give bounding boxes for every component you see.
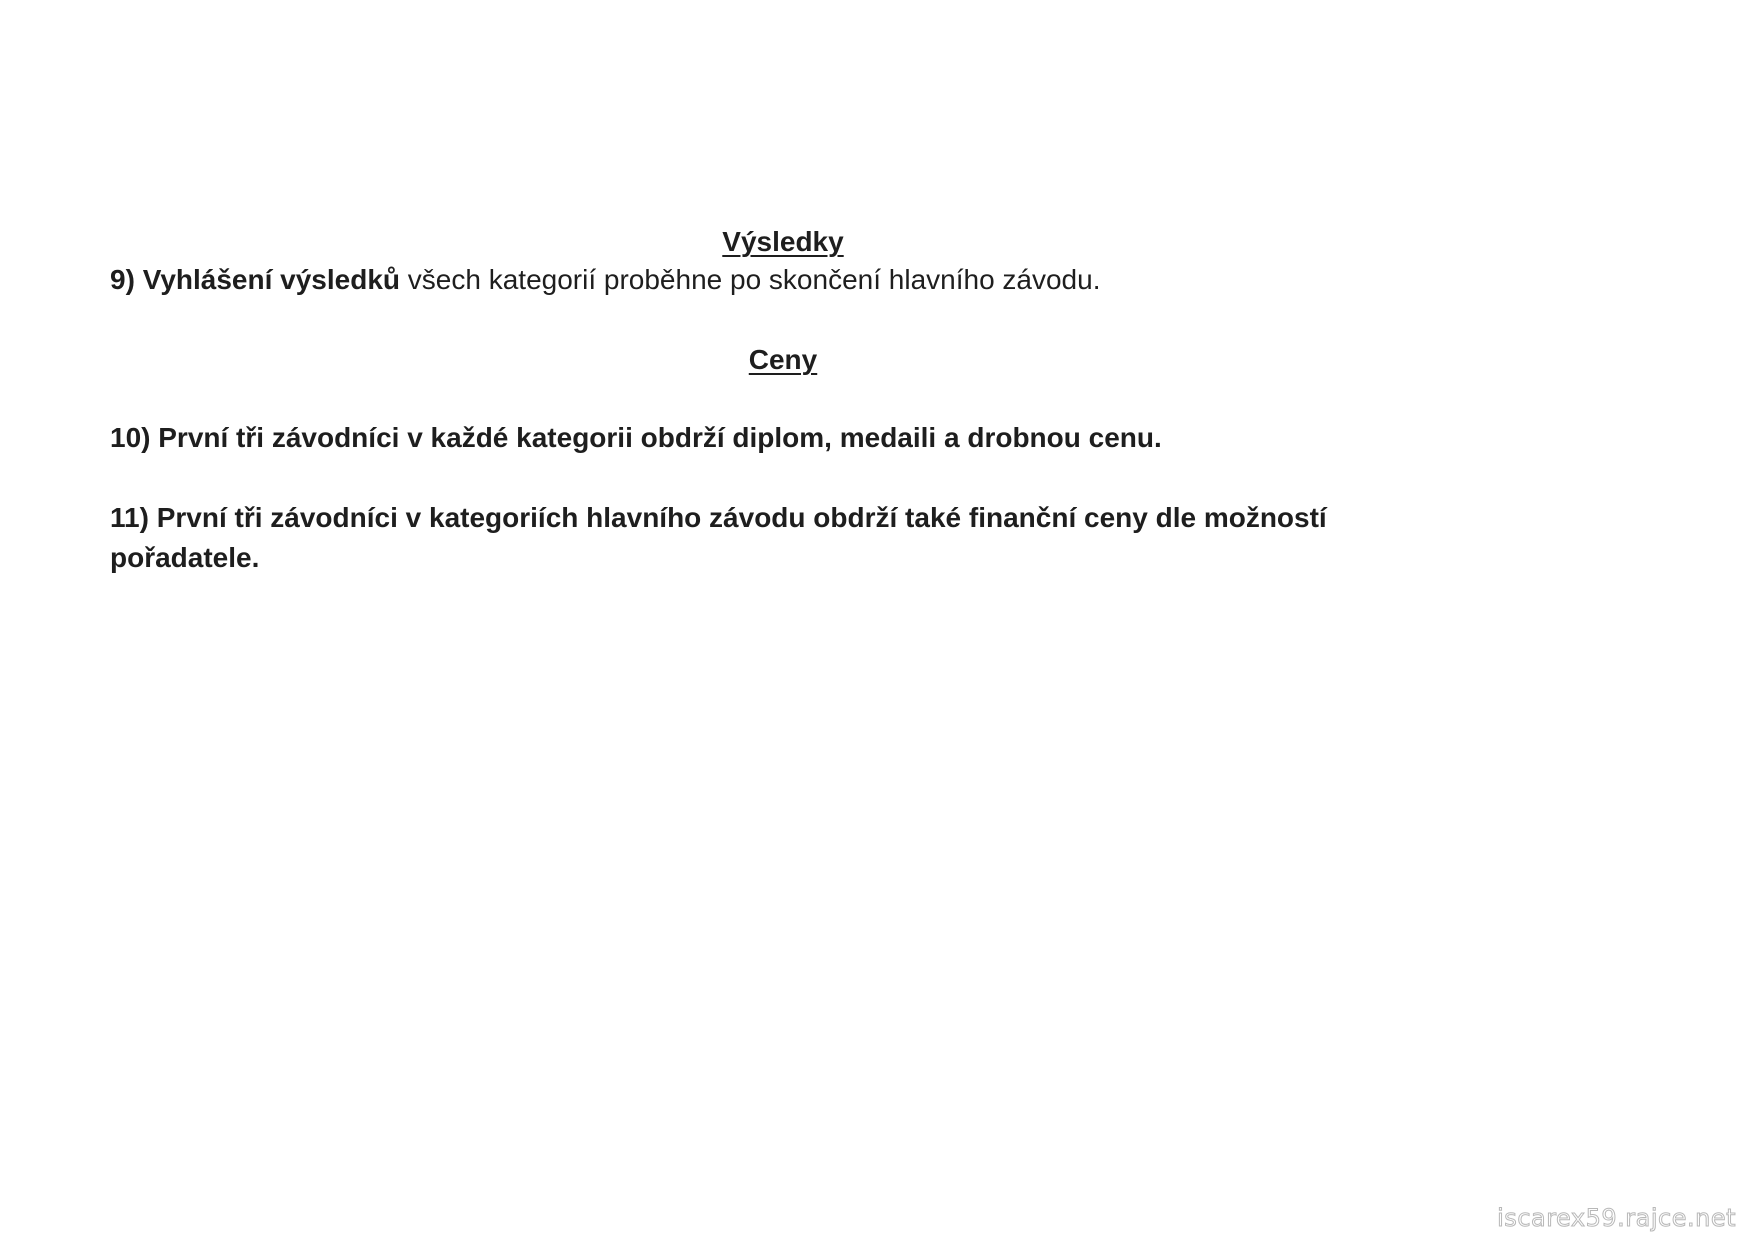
results-heading: Výsledky <box>722 226 844 257</box>
paragraph-9 <box>110 260 1410 300</box>
paragraph-11-line-1: 11) První tři závodníci v kategoriích hlavního závodu obdrží také finanční ceny dle možností <box>110 502 1327 533</box>
paragraph-11-line-2: pořadatele. <box>110 542 260 573</box>
paragraph-9-text: všech kategorií proběhne po skončení hlavního závodu. <box>407 264 1101 295</box>
prizes-heading: Ceny <box>748 344 818 375</box>
paragraph-9-bold-lead: Vyhlášení výsledků <box>142 264 401 295</box>
paragraph-11 <box>110 498 1410 578</box>
paragraph-10: 10) První tři závodníci v každé kategorii obdrží diplom, medaili a drobnou cenu. <box>110 422 1162 453</box>
watermark: iscarex59.rajce.net <box>1497 1204 1736 1232</box>
paragraph-9-number: 9) <box>110 264 135 295</box>
